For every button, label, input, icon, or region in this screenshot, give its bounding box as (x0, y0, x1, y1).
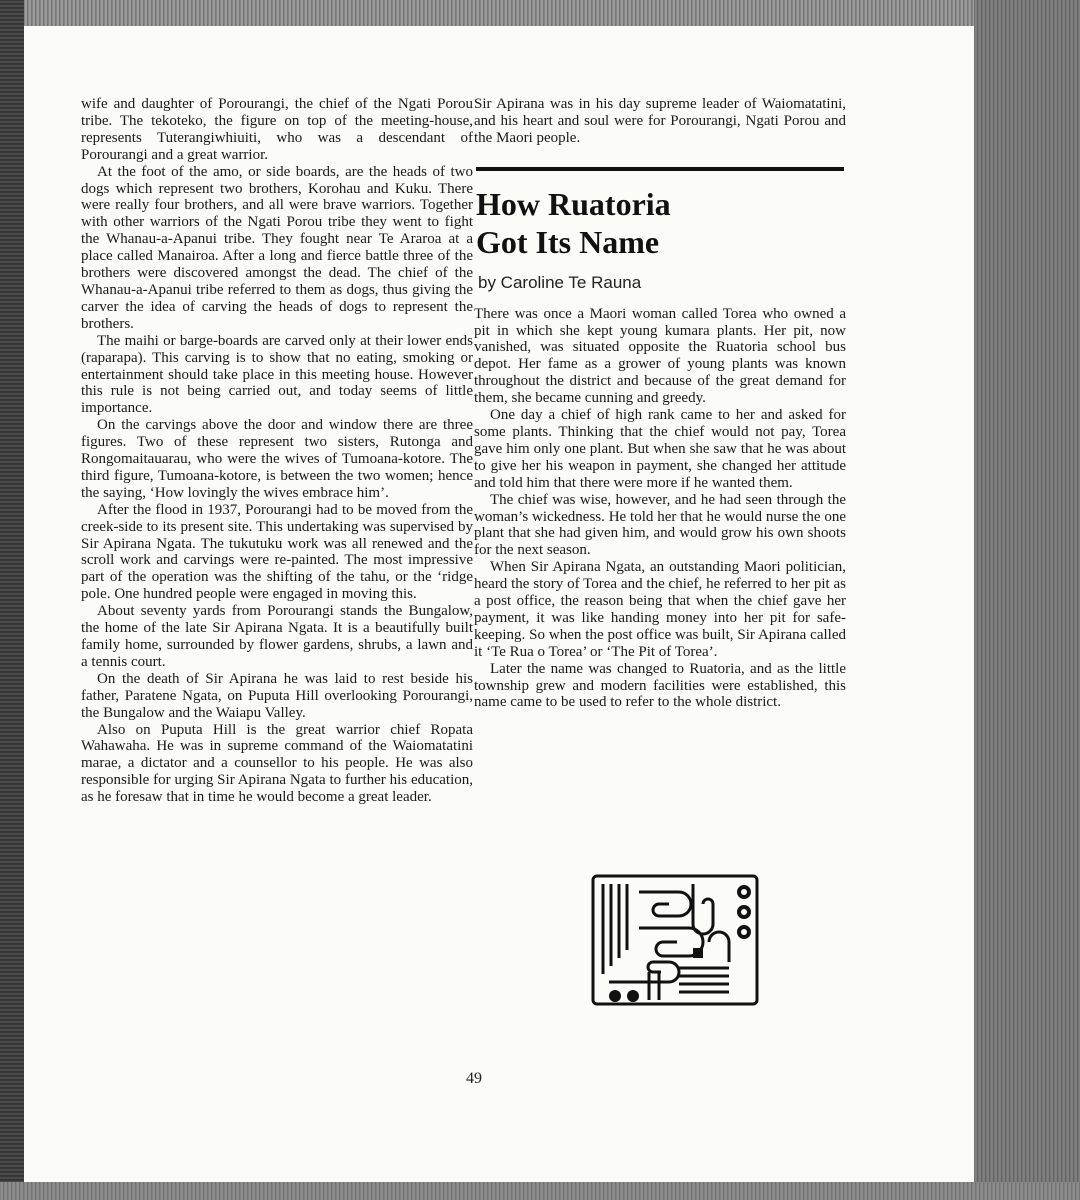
maori-carving-pattern-icon (589, 872, 761, 1008)
left-paragraph-2: At the foot of the amo, or side boards, are the heads of two dogs which represent two brothers, Korohau and Kuku. There were really four brothers, and all were brave warriors. Together with other warriors of the Ngati Porou tribe they went to fight the Whanau-a-Apanui tribe. They fought near Te Araroa at a place called Manairoa. After a long and fierce battle three of the brothers were discovered amongst the dead. The chief of the Whanau-a-Apanui tribe referred to them as dogs, thus giving the carver the idea of carving the heads of dogs to represent the brothers. (81, 163, 473, 332)
right-intro-paragraph: Sir Apirana was in his day supreme leader of Waiomatatini, and his heart and soul were for Porourangi, Ngati Porou and the Maori people. (474, 96, 846, 146)
scan-border-left (0, 0, 24, 1200)
scan-border-top (0, 0, 1080, 28)
article-title (476, 185, 846, 261)
left-paragraph-3: The maihi or barge-boards are carved only at their lower ends (raparapa). This carving is to show that no eating, smoking or entertainment should take place in this meeting house. However this rule is not being carried out, and today seems of little importance. (81, 332, 473, 417)
left-column (81, 96, 473, 806)
article-title-line-1: How Ruatoria (476, 185, 671, 222)
article-title-line-2: Got Its Name (476, 223, 660, 260)
article-paragraph-5: Later the name was changed to Ruatoria, and as the little township grew and modern facilities were established, this name came to be used to refer to the whole district. (474, 660, 846, 711)
left-paragraph-7: On the death of Sir Apirana he was laid to rest beside his father, Paratene Ngata, on Puputa Hill overlooking Porourangi, the Bungalow and the Waiapu Valley. (81, 670, 473, 721)
article-paragraph-1: There was once a Maori woman called Torea who owned a pit in which she kept young kumara plants. Her pit, now vanished, was situated opposite the Ruatoria school bus depot. Her fame as a grower of young plants was known throughout the district and because of the great demand for them, she became cunning and greedy. (474, 305, 846, 407)
left-paragraph-8: Also on Puputa Hill is the great warrior chief Ropata Wahawaha. He was in supreme command of the Waiomatatini marae, a dictator and a counsellor to his people. He was also responsible for urging Sir Apirana Ngata to further his education, as he foresaw that in time he would become a great leader. (81, 721, 473, 806)
left-paragraph-6: About seventy yards from Porourangi stands the Bungalow, the home of the late Sir Apirana Ngata. It is a beautifully built family home, surrounded by flower gardens, shrubs, a lawn and a tennis court. (81, 603, 473, 670)
article-byline: by Caroline Te Rauna (478, 272, 642, 292)
left-paragraph-1: wife and daughter of Porourangi, the chief of the Ngati Porou tribe. The tekoteko, the figure on top of the meeting-house, represents Tuterangiwhiuiti, who was a descendant of Porourangi and a great warrior. (81, 96, 473, 163)
magazine-page (24, 26, 974, 1182)
right-column (474, 96, 846, 711)
article-paragraph-3: The chief was wise, however, and he had seen through the woman’s wickedness. He told her that he would nurse the one plant that she had given him, and would grow his own shoots for the next season. (474, 491, 846, 559)
article-paragraph-2: One day a chief of high rank came to her and asked for some plants. Thinking that the chief would not pay, Torea gave him only one plant. But when she saw that he was about to give her his weapon in payment, she changed her attitude and told him that there were more if he wanted them. (474, 407, 846, 491)
section-divider (476, 167, 844, 171)
scan-border-bottom (0, 1182, 1080, 1200)
left-paragraph-4: On the carvings above the door and window there are three figures. Two of these represent two sisters, Rutonga and Rongomaitauarau, who were the wives of Tumoana-kotore. The third figure, Tumoana-kotore, is between the two women; hence the saying, ‘How lovingly the wives embrace him’. (81, 417, 473, 501)
left-paragraph-5: After the flood in 1937, Porourangi had to be moved from the creek-side to its present site. This undertaking was supervised by Sir Apirana Ngata. The tukutuku work was all renewed and the scroll work and carvings were re-painted. The most impressive part of the operation was the shifting of the tahu, or the ‘ridge pole. One hundred people were engaged in moving this. (81, 501, 473, 603)
article-paragraph-4: When Sir Apirana Ngata, an outstanding Maori politician, heard the story of Torea and the chief, he referred to her pit as a post office, the reason being that when the chief gave her payment, it was like handing money into her pit for safe-keeping. So when the post office was built, Sir Apirana called it ‘Te Rua o Torea’ or ‘The Pit of Torea’. (474, 559, 846, 660)
page-number: 49 (466, 1070, 482, 1087)
scan-border-right (974, 0, 1080, 1200)
